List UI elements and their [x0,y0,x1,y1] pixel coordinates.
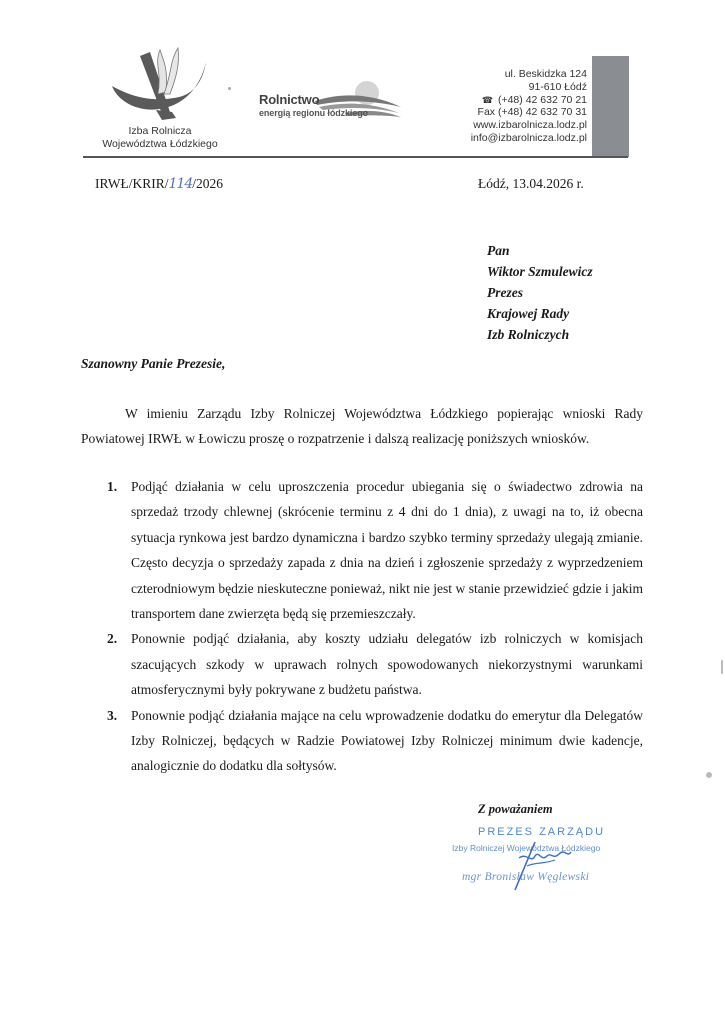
signature-icon [505,838,595,893]
addressee-line: Wiktor Szmulewicz [487,264,593,279]
reference-suffix: /2026 [192,176,223,191]
letter-date: Łódź, 13.04.2026 r. [478,176,584,191]
contact-website[interactable]: www.izbarolnicza.lodz.pl [473,119,587,132]
request-item [97,626,643,702]
reference-handwritten-number: 114 [168,176,193,192]
requests-list [97,474,643,779]
organization-name [80,125,240,151]
stamp-name: mgr Bronisław Węglewski [462,871,590,883]
contact-block [471,68,587,145]
reference-prefix: IRWŁ/KRIR/ [95,176,169,191]
scan-speck [706,772,712,778]
salutation: Szanowny Panie Prezesie, [81,356,226,371]
request-item [97,474,643,626]
campaign-logo-title: Rolnictwo [259,92,320,107]
scan-speck [721,660,723,674]
contact-postal-city: 91-610 Łódź [528,80,587,93]
handwritten-signature [505,838,595,893]
contact-fax-line [471,106,587,119]
contact-fax: (+48) 42 632 70 31 [497,106,587,119]
phone-icon: ☎ [481,94,494,105]
intro-text: W imieniu Zarządu Izby Rolniczej Województwa Łódzkiego popierając wnioski Rady Powiatowej IRWŁ w Łowiczu proszę o rozpatrzenie i dalszą realizację poniższych wniosków. [81,406,643,446]
addressee-block [487,240,593,345]
addressee-line: Krajowej Rady [487,306,570,321]
addressee-line: Prezes [487,285,523,300]
request-number: 2. [107,631,118,647]
addressee-line: Izb Rolniczych [487,327,570,342]
header-divider [83,156,628,158]
request-item [97,703,643,779]
fax-label: Fax [477,106,496,119]
organization-name-line1: Izba Rolnicza [128,125,192,137]
contact-street: ul. Beskidzka 124 [504,68,587,80]
campaign-logo-subtitle: energią regionu łódzkiego [259,108,369,118]
request-number: 1. [107,479,118,494]
contact-phone: (+48) 42 632 70 21 [497,93,587,106]
intro-paragraph [81,402,643,451]
contact-phone-line [471,94,587,107]
request-number: 3. [107,707,118,723]
stamp-title: PREZES ZARZĄDU [478,826,606,838]
reference-number [95,176,223,192]
organization-name-line2: Województwa Łódzkiego [102,138,218,150]
closing: Z poważaniem [478,802,553,816]
scan-speck [228,87,231,90]
stamp-organization: Izby Rolniczej Województwa Łódzkiego [452,843,601,853]
sickle-flame-emblem-icon [110,42,210,124]
request-text: Podjąć działania w celu uproszczenia procedur ubiegania się o świadectwo zdrowia na sprzedaż trzody chlewnej (skrócenie terminu z 4 dni do 1 dnia), z uwagi na to, iż obecna sytuacja rynkowa jest bardzo dynamiczna i bardzo szybko terminy sprzedaży ulegają zmianie. Często decyzja o sprzedaży zapada z dnia na dzień i zgłoszenie sprzedaży z wyprzedzeniem czterodniowym będzie nieskuteczne ponieważ, nikt nie jest w stanie przewidzieć gdzie i jakim transportem dane zwierzęta będą się przemieszczały. [131,479,643,622]
request-text: Ponownie podjąć działania, aby koszty udziału delegatów izb rolniczych w komisjach szacujących szkody w uprawach rolnych spowodowanych niekorzystnymi warunkami atmosferycznymi były pokrywane z budżetu państwa. [131,631,643,698]
contact-email[interactable]: info@izbarolnicza.lodz.pl [470,131,587,144]
organization-emblem [110,42,210,124]
addressee-line: Pan [487,243,510,258]
header-gray-bar [592,56,629,157]
request-text: Ponownie podjąć działania mające na celu wprowadzenie dodatku do emerytur dla Delegatów Izby Rolniczej, będących w Radzie Powiatowej Izby Rolniczej minimum dwie kadencje, analogicznie do dodatku dla sołtysów. [131,707,643,774]
